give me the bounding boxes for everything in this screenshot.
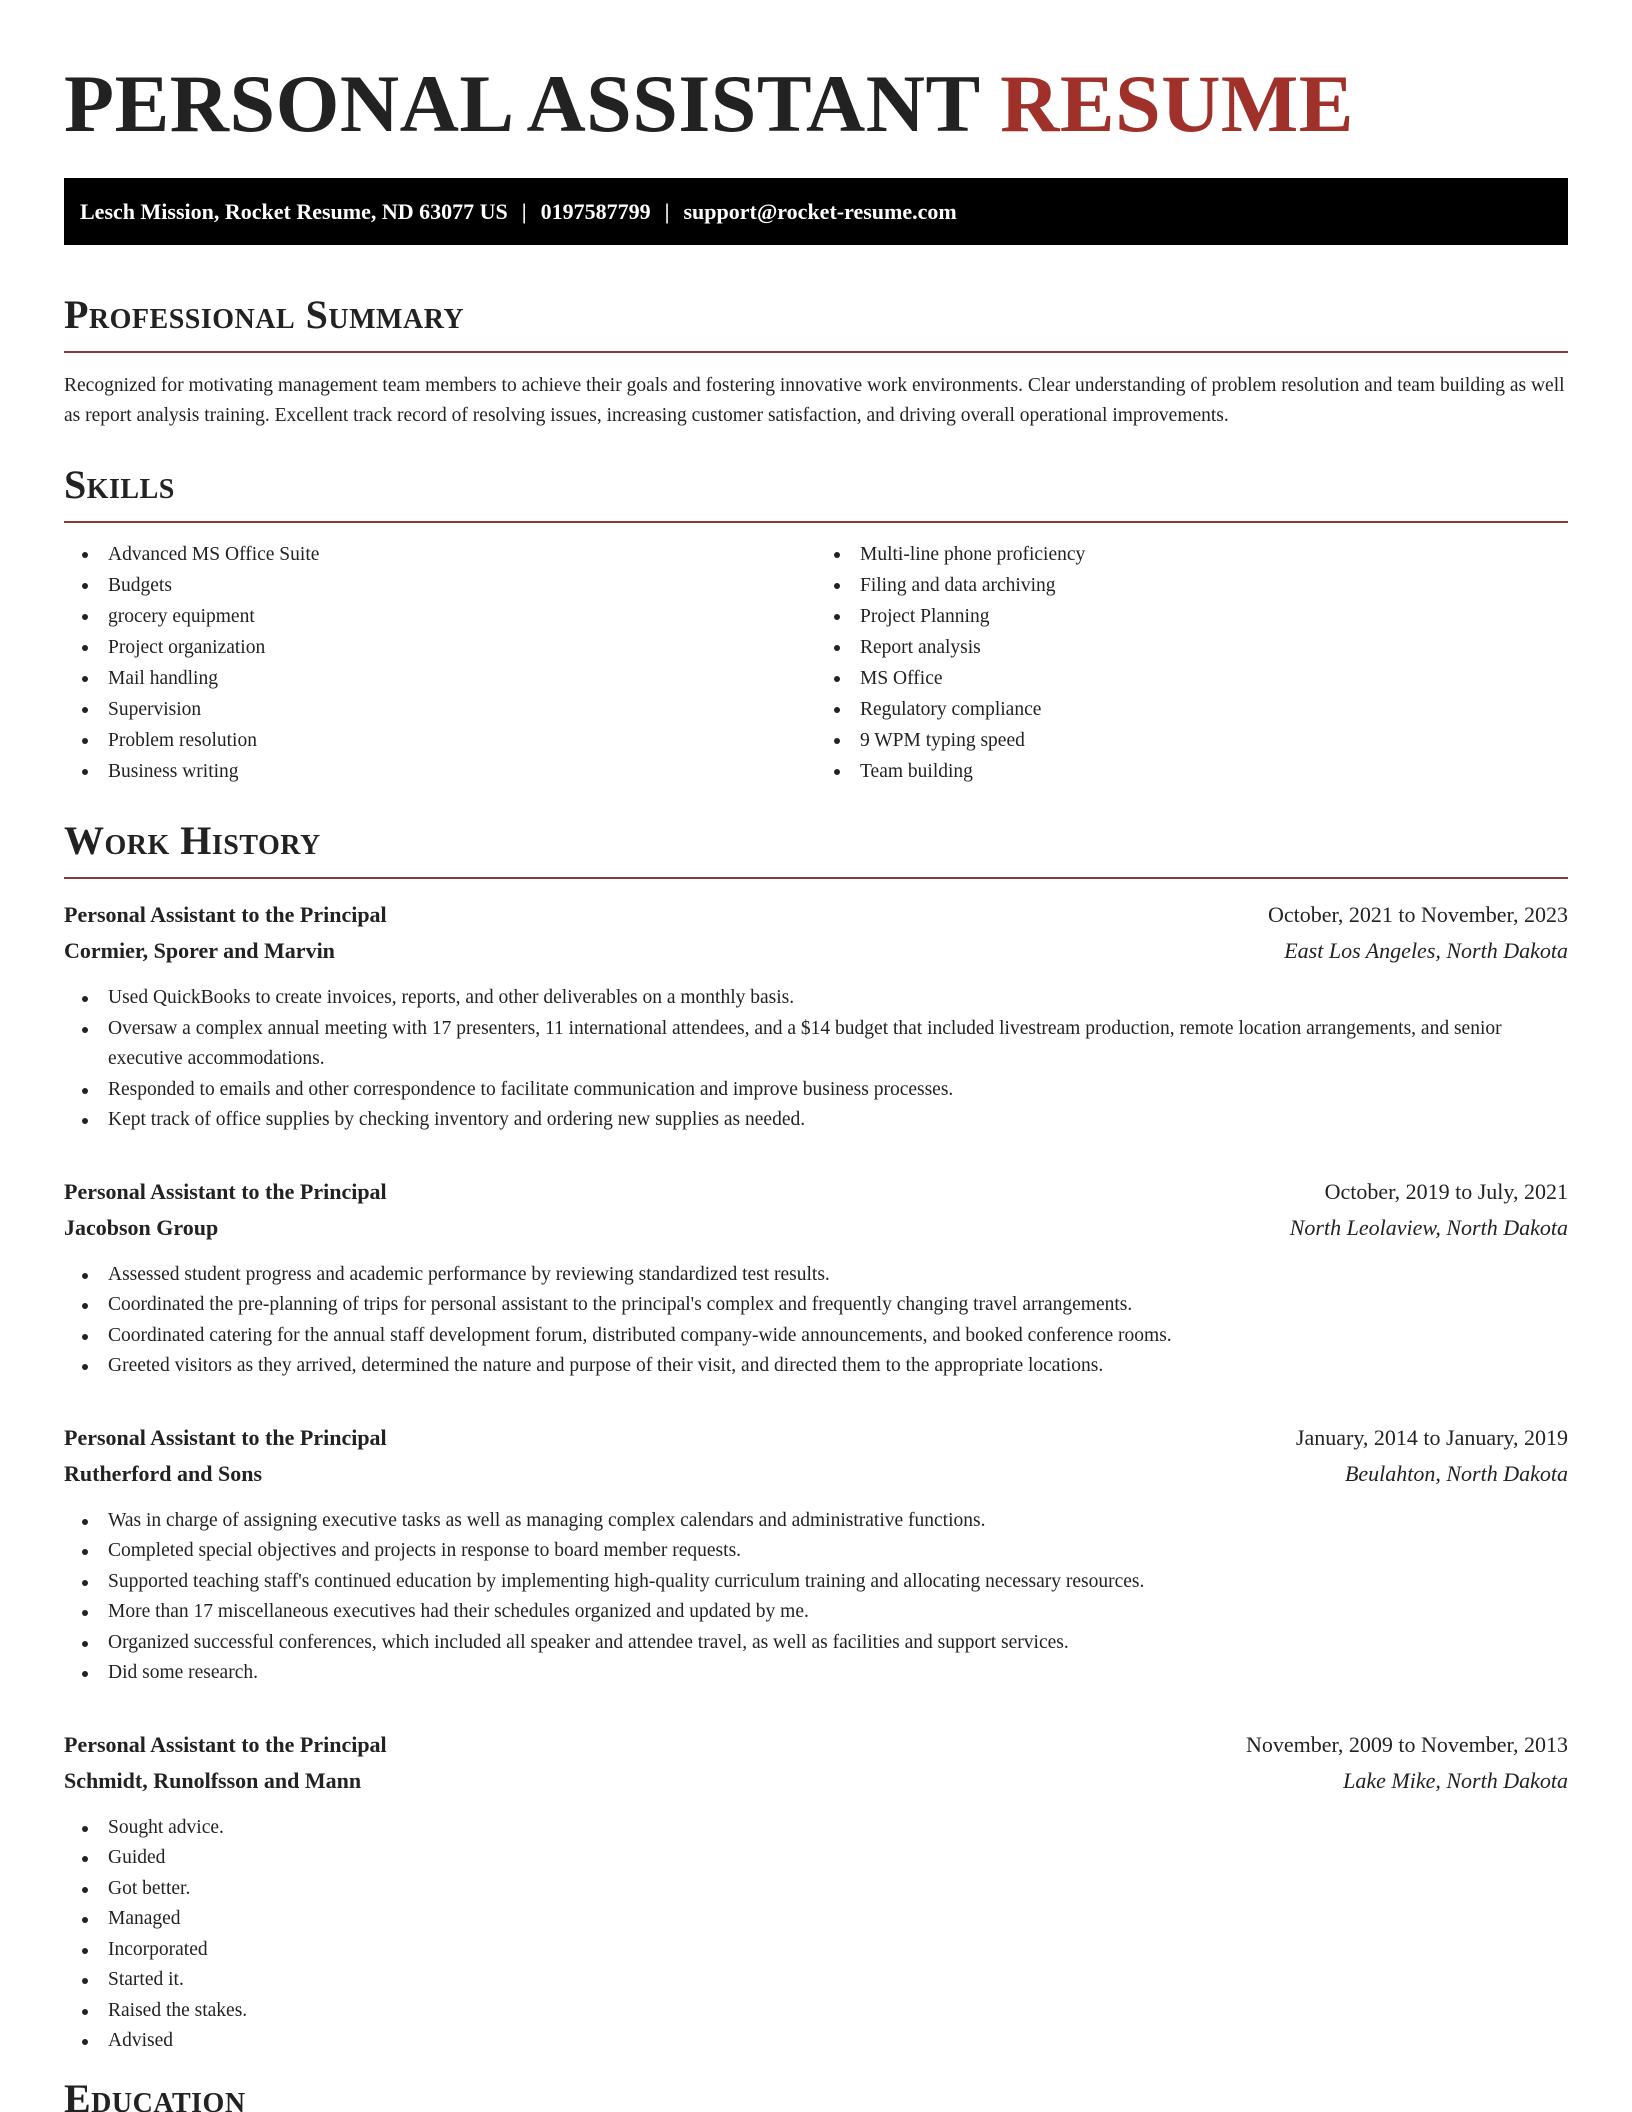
job-duty: Advised: [64, 2026, 1568, 2057]
job-entry: [64, 1727, 1568, 2057]
job-duty: Coordinated catering for the annual staff development forum, distributed company-wide announcements, and booked conference rooms.: [64, 1321, 1568, 1352]
section-divider: [64, 521, 1568, 523]
job-company: Cormier, Sporer and Marvin: [64, 938, 335, 963]
skill-item: 9 WPM typing speed: [816, 725, 1568, 756]
skills-section: [64, 461, 1568, 787]
job-entry: [64, 897, 1568, 1136]
job-duty: Supported teaching staff's continued education by implementing high-quality curriculum training and allocating necessary resources.: [64, 1567, 1568, 1598]
job-title: Personal Assistant to the Principal: [64, 1731, 387, 1757]
job-duty: Guided: [64, 1843, 1568, 1874]
resume-title-accent: RESUME: [1000, 58, 1354, 149]
job-duty: Greeted visitors as they arrived, determined the nature and purpose of their visit, and directed them to the appropriate locations.: [64, 1351, 1568, 1382]
skill-item: Mail handling: [64, 663, 816, 694]
job-dates: January, 2014 to January, 2019: [1295, 1424, 1568, 1450]
contact-phone: 0197587799: [540, 198, 651, 224]
skill-item: Report analysis: [816, 632, 1568, 663]
section-divider: [64, 877, 1568, 879]
skill-item: Supervision: [64, 694, 816, 725]
job-duty: Incorporated: [64, 1935, 1568, 1966]
skill-item: Team building: [816, 756, 1568, 787]
job-location: North Leolaview, North Dakota: [1289, 1214, 1568, 1240]
job-dates: October, 2021 to November, 2023: [1267, 902, 1568, 927]
work-history-section: [64, 817, 1568, 2057]
job-duty: Started it.: [64, 1965, 1568, 1996]
skills-grid: [64, 539, 1568, 787]
job-entry: [64, 1174, 1568, 1382]
contact-separator: |: [521, 198, 527, 224]
skill-item: Problem resolution: [64, 725, 816, 756]
summary-text: Recognized for motivating management team members to achieve their goals and fostering innovative work environments. Clear understanding of problem resolution and team building as well as report analysis training. Excellent track record of resolving issues, increasing customer satisfaction, and driving overall operational improvements.: [64, 375, 1565, 426]
skill-item: Project Planning: [816, 601, 1568, 632]
job-duties: [64, 1260, 1568, 1382]
job-company: Schmidt, Runolfsson and Mann: [64, 1767, 362, 1793]
job-duty: Organized successful conferences, which included all speaker and attendee travel, as well as facilities and support services.: [64, 1628, 1568, 1659]
job-dates: October, 2019 to July, 2021: [1324, 1178, 1568, 1204]
job-company: Jacobson Group: [64, 1214, 219, 1240]
education-section: [64, 2075, 1568, 2112]
job-duty: Managed: [64, 1904, 1568, 1935]
job-title: Personal Assistant to the Principal: [64, 1424, 387, 1450]
job-duties: [64, 1813, 1568, 2057]
job-duty: Raised the stakes.: [64, 1996, 1568, 2027]
job-dates: November, 2009 to November, 2013: [1245, 1731, 1568, 1757]
summary-heading: Professional Summary: [64, 292, 465, 337]
job-duty: Kept track of office supplies by checking inventory and ordering new supplies as needed.: [64, 1105, 1568, 1136]
contact-bar: [64, 178, 1568, 245]
job-duties: [64, 983, 1568, 1136]
education-heading: Education: [64, 2075, 246, 2112]
job-duty: Coordinated the pre-planning of trips for personal assistant to the principal's complex and frequently changing travel arrangements.: [64, 1290, 1568, 1321]
skills-column-right: [816, 539, 1568, 787]
job-title: Personal Assistant to the Principal: [64, 902, 387, 927]
job-duties: [64, 1506, 1568, 1689]
job-duty: Sought advice.: [64, 1813, 1568, 1844]
section-divider: [64, 351, 1568, 353]
skill-item: grocery equipment: [64, 601, 816, 632]
skill-item: Multi-line phone proficiency: [816, 539, 1568, 570]
job-duty: Oversaw a complex annual meeting with 17 presenters, 11 international attendees, and a $14 budget that included livestream production, remote location arrangements, and senior executive accommodations.: [64, 1014, 1568, 1075]
skill-item: Filing and data archiving: [816, 570, 1568, 601]
skill-item: Regulatory compliance: [816, 694, 1568, 725]
skills-heading: Skills: [64, 462, 175, 507]
skill-item: Business writing: [64, 756, 816, 787]
job-duty: Responded to emails and other correspondence to facilitate communication and improve business processes.: [64, 1075, 1568, 1106]
skill-item: Budgets: [64, 570, 816, 601]
skill-item: Project organization: [64, 632, 816, 663]
work-history-heading: Work History: [64, 818, 321, 863]
contact-separator: |: [664, 198, 670, 224]
job-location: Lake Mike, North Dakota: [1343, 1767, 1568, 1793]
job-company: Rutherford and Sons: [64, 1460, 263, 1486]
job-duty: Got better.: [64, 1874, 1568, 1905]
resume-title: [64, 0, 1568, 152]
job-duty: Did some research.: [64, 1658, 1568, 1689]
job-location: East Los Angeles, North Dakota: [1284, 938, 1568, 963]
job-location: Beulahton, North Dakota: [1344, 1460, 1568, 1486]
job-entry: [64, 1420, 1568, 1689]
contact-address: Lesch Mission, Rocket Resume, ND 63077 US: [80, 198, 508, 224]
job-duty: Used QuickBooks to create invoices, reports, and other deliverables on a monthly basis.: [64, 983, 1568, 1014]
job-duty: Completed special objectives and projects in response to board member requests.: [64, 1536, 1568, 1567]
contact-email: support@rocket-resume.com: [683, 198, 957, 224]
summary-section: [64, 291, 1568, 431]
job-title: Personal Assistant to the Principal: [64, 1178, 387, 1204]
job-duty: Was in charge of assigning executive tasks as well as managing complex calendars and administrative functions.: [64, 1506, 1568, 1537]
skills-column-left: [64, 539, 816, 787]
job-duty: Assessed student progress and academic performance by reviewing standardized test results.: [64, 1260, 1568, 1291]
job-duty: More than 17 miscellaneous executives had their schedules organized and updated by me.: [64, 1597, 1568, 1628]
resume-title-main: PERSONAL ASSISTANT: [64, 58, 980, 149]
skill-item: Advanced MS Office Suite: [64, 539, 816, 570]
skill-item: MS Office: [816, 663, 1568, 694]
